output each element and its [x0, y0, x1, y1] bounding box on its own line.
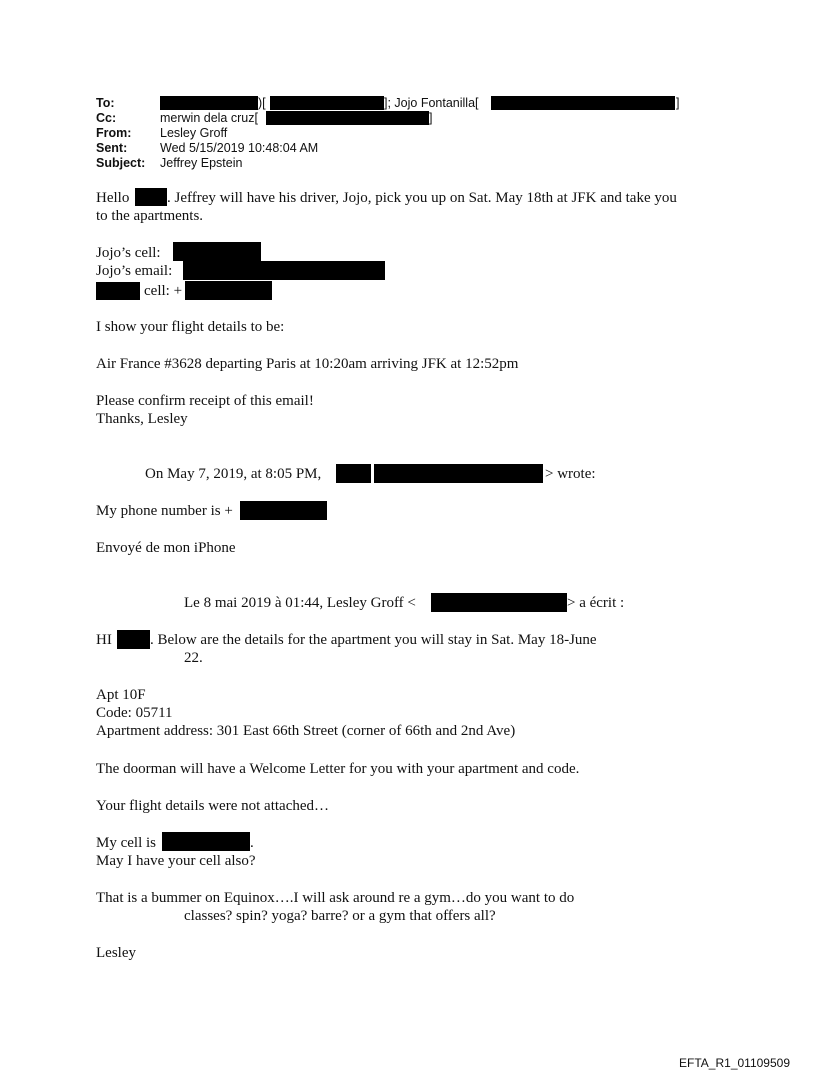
redaction-block	[160, 96, 258, 110]
flight-missing-note: Your flight details were not attached…	[96, 798, 330, 814]
cc-label: Cc:	[96, 111, 117, 125]
my-cell-label: My cell is	[96, 835, 156, 851]
redaction-block	[117, 630, 150, 649]
redaction-block	[491, 96, 675, 110]
confirm-request: Please confirm receipt of this email!	[96, 393, 314, 409]
redaction-block	[135, 188, 167, 206]
apt-number: Apt 10F	[96, 687, 146, 703]
document-id: EFTA_R1_01109509	[679, 1056, 790, 1070]
doorman-note: The doorman will have a Welcome Letter for you with your apartment and code.	[96, 761, 580, 777]
redaction-block	[270, 96, 384, 110]
gym-note-line1: That is a bummer on Equinox….I will ask around re a gym…do you want to do	[96, 890, 575, 906]
quote2-wrote: > a écrit :	[567, 595, 625, 611]
my-cell-end: .	[250, 835, 254, 851]
hello-greeting: Hello	[96, 190, 130, 206]
apt-code: Code: 05711	[96, 705, 173, 721]
thanks-signoff: Thanks, Lesley	[96, 411, 188, 427]
to-end: ]	[676, 96, 680, 110]
to-recipient-jojo: ]; Jojo Fontanilla[	[384, 96, 479, 110]
redaction-block	[96, 282, 140, 300]
sent-label: Sent:	[96, 141, 128, 155]
hi-text-line2: 22.	[184, 650, 203, 666]
cc-end: ]	[429, 111, 433, 125]
redaction-block	[431, 593, 567, 612]
phone-number-line: My phone number is +	[96, 503, 233, 519]
apt-address: Apartment address: 301 East 66th Street (corner of 66th and 2nd Ave)	[96, 723, 516, 739]
gym-note-line2: classes? spin? yoga? barre? or a gym that offers all?	[184, 908, 496, 924]
quote1-header: On May 7, 2019, at 8:05 PM,	[145, 466, 322, 482]
redaction-block	[266, 111, 429, 125]
subject-label: Subject:	[96, 156, 146, 170]
to-label: To:	[96, 96, 115, 110]
jojo-email-label: Jojo’s email:	[96, 263, 173, 279]
to-separator-1: )[	[258, 96, 266, 110]
quote2-header: Le 8 mai 2019 à 01:44, Lesley Groff <	[184, 595, 416, 611]
subject-value: Jeffrey Epstein	[160, 156, 243, 170]
redaction-block	[162, 832, 250, 851]
redaction-block	[173, 242, 261, 261]
redaction-block	[183, 261, 385, 280]
cc-value: merwin dela cruz[	[160, 111, 258, 125]
hi-text: . Below are the details for the apartment you will stay in Sat. May 18-June	[150, 632, 597, 648]
quote1-wrote: > wrote:	[545, 466, 596, 482]
hello-text: . Jeffrey will have his driver, Jojo, pick you up on Sat. May 18th at JFK and take you	[167, 190, 677, 206]
sent-value: Wed 5/15/2019 10:48:04 AM	[160, 141, 319, 155]
redaction-block	[374, 464, 543, 483]
hello-text-line2: to the apartments.	[96, 208, 204, 224]
redaction-block	[240, 501, 327, 520]
redaction-block	[185, 281, 272, 300]
cell-label: cell: +	[144, 283, 183, 299]
flight-details: Air France #3628 departing Paris at 10:20am arriving JFK at 12:52pm	[96, 356, 519, 372]
jojo-cell-label: Jojo’s cell:	[96, 245, 161, 261]
from-label: From:	[96, 126, 132, 140]
from-value: Lesley Groff	[160, 126, 228, 140]
redaction-block	[336, 464, 371, 483]
sent-from-iphone: Envoyé de mon iPhone	[96, 540, 236, 556]
signoff-name: Lesley	[96, 945, 136, 961]
ask-cell: May I have your cell also?	[96, 853, 256, 869]
flight-intro: I show your flight details to be:	[96, 319, 285, 335]
hi-greeting: HI	[96, 632, 112, 648]
